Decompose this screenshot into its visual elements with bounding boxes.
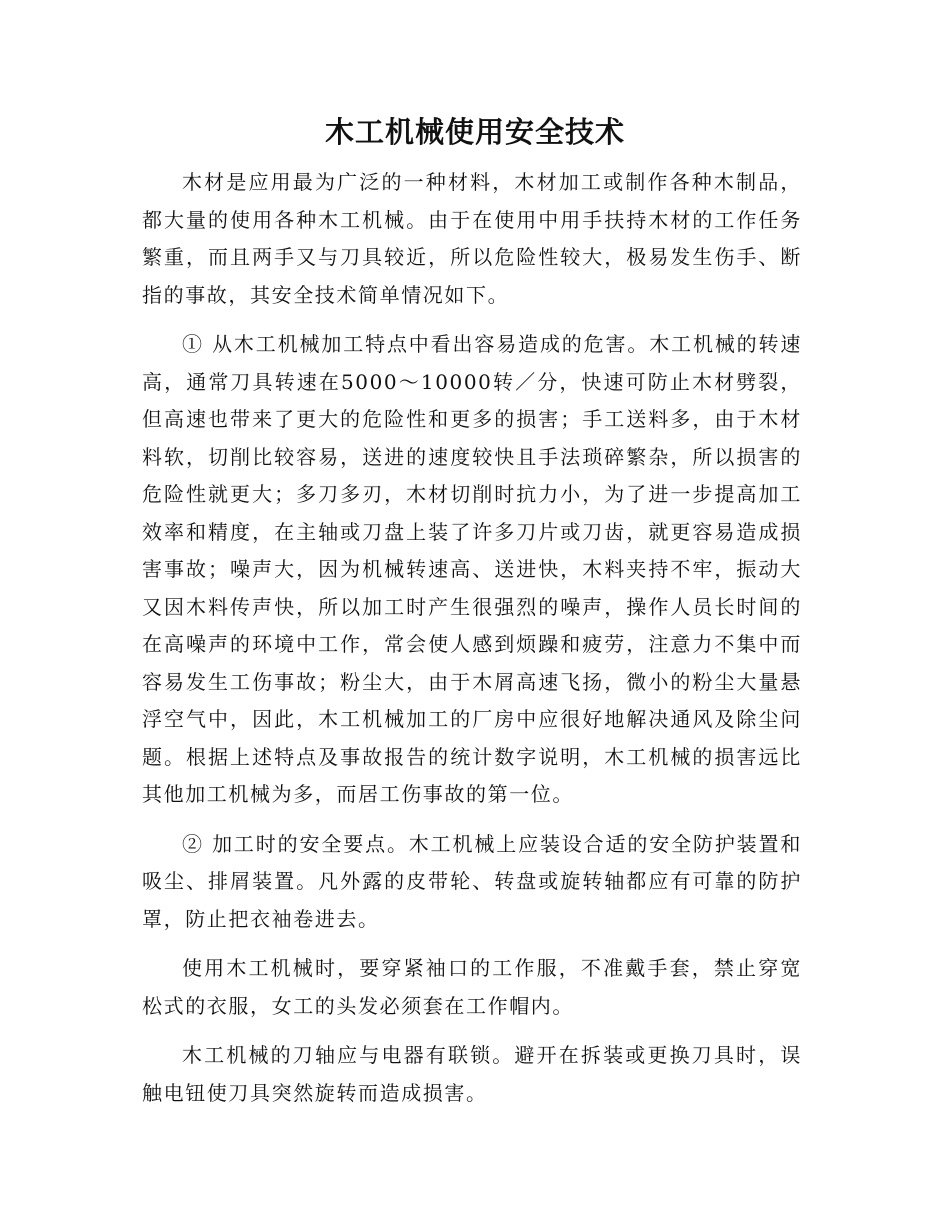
paragraph-safety-points: ② 加工时的安全要点。木工机械上应装设合适的安全防护装置和吸尘、排屑装置。凡外露的皮带轮、转盘或旋转轴都应有可靠的防护罩，防止把衣袖卷进去。 — [142, 831, 802, 931]
paragraph-intro: 木材是应用最为广泛的一种材料，木材加工或制作各种木制品，都大量的使用各种木工机械。由于在使用中用手扶持木材的工作任务繁重，而且两手又与刀具较近，所以危险性较大，极易发生伤手、断指的事故，其安全技术简单情况如下。 — [142, 170, 802, 307]
document-body — [142, 164, 802, 1124]
paragraph-interlock: 木工机械的刀轴应与电器有联锁。避开在拆装或更换刀具时，误触电钮使刀具突然旋转而造成损害。 — [142, 1043, 802, 1105]
document-title: 木工机械使用安全技术 — [324, 115, 625, 149]
paragraph-clothing: 使用木工机械时，要穿紧袖口的工作服，不准戴手套，禁止穿宽松式的衣服，女工的头发必须套在工作帽内。 — [142, 956, 802, 1018]
paragraph-hazards: ① 从木工机械加工特点中看出容易造成的危害。木工机械的转速高，通常刀具转速在5000～10000转／分，快速可防止木材劈裂，但高速也带来了更大的危险性和更多的损害；手工送料多，由于木材料软，切削比较容易，送进的速度较快且手法琐碎繁杂，所以损害的危险性就更大；多刀多刃，木材切削时抗力小，为了进一步提高加工效率和精度，在主轴或刀盘上装了许多刀片或刀齿，就更容易造成损害事故；噪声大，因为机械转速高、送进快，木料夹持不牢，振动大又因木料传声快，所以加工时产生很强烈的噪声，操作人员长时间的在高噪声的环境中工作，常会使人感到烦躁和疲劳，注意力不集中而容易发生工伤事故；粉尘大，由于木屑高速飞扬，微小的粉尘大量悬浮空气中，因此，木工机械加工的厂房中应很好地解决通风及除尘问题。根据上述特点及事故报告的统计数字说明，木工机械的损害远比其他加工机械为多，而居工伤事故的第一位。 — [142, 332, 802, 806]
